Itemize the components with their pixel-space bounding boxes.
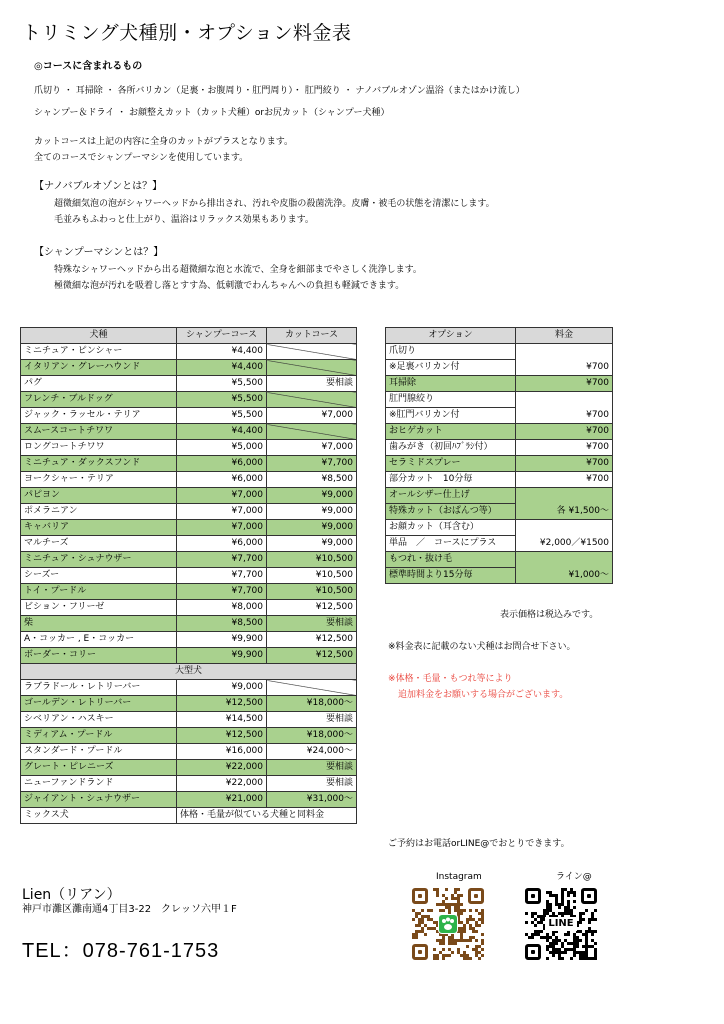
course-note-1: カットコースは上記の内容に全身のカットがプラスとなります。 [34,137,294,147]
instagram-qr-code[interactable] [412,888,484,960]
breed-name: ミニチュア・シュナウザー [21,552,177,568]
breed-row [21,392,357,408]
header-price: 料金 [516,328,613,344]
shampoo-price: ¥4,400 [177,360,267,376]
breed-name: 柴 [21,616,177,632]
large-breed-subheader [21,664,357,680]
line-qr-code[interactable] [525,888,597,960]
header-cut: カットコース [267,328,357,344]
breed-name: フレンチ・ブルドッグ [21,392,177,408]
option-row [386,456,613,472]
cut-price: ¥31,000〜 [267,792,357,808]
cut-price: 要相談 [267,776,357,792]
option-row [386,552,613,568]
option-price: ¥700 [516,344,613,376]
option-row [386,424,613,440]
breed-row [21,360,357,376]
cut-price: ¥9,000 [267,488,357,504]
breed-name: パピヨン [21,488,177,504]
breed-name: ラブラドール・レトリーバー [21,680,177,696]
breed-name: A・コッカー , E・コッカー [21,632,177,648]
breed-name: ミニチュア・ピンシャー [21,344,177,360]
breed-row [21,744,357,760]
cut-price: ¥12,500 [267,600,357,616]
option-name-sub: 単品 ／ コースにプラス [386,536,516,552]
cut-price: ¥7,000 [267,440,357,456]
nano-line-2: 毛並みもふわっと仕上がり、温浴はリラックス効果もあります。 [54,215,314,225]
shampoo-price: ¥5,500 [177,408,267,424]
breed-row [21,552,357,568]
shampoo-price: ¥7,700 [177,568,267,584]
nano-line-1: 超微細気泡の泡がシャワーヘッドから排出され、汚れや皮脂の殺菌洗浄。皮膚・被毛の状態を清潔にします。 [54,199,495,209]
instagram-label: Instagram [436,872,482,882]
option-price: ¥2,000／¥1500 [516,520,613,552]
option-price: ¥700 [516,472,613,488]
option-price: ¥1,000〜 [516,552,613,584]
option-row [386,344,613,360]
cut-price: ¥8,500 [267,472,357,488]
option-row [386,376,613,392]
header-option: オプション [386,328,516,344]
breed-name: ミディアム・プードル [21,728,177,744]
breed-row [21,680,357,696]
option-row [386,488,613,504]
breed-row [21,584,357,600]
qr-finder [412,888,428,904]
shampoo-price: ¥14,500 [177,712,267,728]
shampoo-price: ¥7,000 [177,520,267,536]
option-price: ¥700 [516,392,613,424]
breed-name: ミックス犬 [21,808,177,824]
machine-heading: 【シャンプーマシンとは？】 [34,247,164,258]
option-name: 肛門腺絞り [386,392,516,408]
course-line-1: 爪切り ・ 耳掃除 ・ 各所バリカン（足裏・お腹周り・肛門周り）・ 肛門絞り ・ ナノバブルオゾン温浴（またはかけ流し） [34,86,525,96]
shampoo-price: ¥9,900 [177,632,267,648]
breed-row [21,600,357,616]
option-row [386,472,613,488]
machine-line-1: 特殊なシャワーヘッドから出る超微細な泡と水流で、全身を細部までやさしく洗浄します。 [54,265,422,275]
cut-price [267,392,357,408]
cut-price: ¥10,500 [267,584,357,600]
shampoo-price: ¥6,000 [177,472,267,488]
cut-price: ¥9,000 [267,536,357,552]
shampoo-price: ¥4,400 [177,344,267,360]
cut-price: ¥10,500 [267,552,357,568]
breed-row [21,792,357,808]
breed-name: シーズー [21,568,177,584]
breed-name: ヨークシャー・テリア [21,472,177,488]
breed-name: ジャイアント・シュナウザー [21,792,177,808]
shampoo-price: ¥7,000 [177,488,267,504]
shampoo-price: ¥6,000 [177,536,267,552]
breed-row [21,648,357,664]
cut-price: 要相談 [267,760,357,776]
option-price: 各 ¥1,500〜 [516,488,613,520]
cut-price: ¥18,000〜 [267,728,357,744]
other-breed-note: ※料金表に記載のない犬種はお問合せ下さい。 [388,642,576,652]
header-shampoo: シャンプーコース [177,328,267,344]
breed-row [21,440,357,456]
large-breed-label: 大型犬 [21,664,357,680]
breed-row [21,520,357,536]
option-price: ¥700 [516,424,613,440]
nano-heading: 【ナノバブルオゾンとは？】 [34,181,163,192]
breed-name: マルチーズ [21,536,177,552]
breed-name: キャバリア [21,520,177,536]
breed-row [21,728,357,744]
qr-finder [525,888,541,904]
cut-price: ¥9,000 [267,504,357,520]
option-name-sub: 標準時間より15分毎 [386,568,516,584]
breed-name: スムースコートチワワ [21,424,177,440]
shampoo-price: ¥5,500 [177,376,267,392]
reservation-note: ご予約はお電話orLINE@でおとりできます。 [388,839,570,849]
breed-name: ゴールデン・レトリーバー [21,696,177,712]
line-logo: LINE [545,917,577,931]
breed-row [21,616,357,632]
cut-price [267,424,357,440]
qr-finder [581,888,597,904]
shampoo-price: ¥4,400 [177,424,267,440]
shampoo-price: ¥9,900 [177,648,267,664]
option-price: ¥700 [516,376,613,392]
qr-finder [468,888,484,904]
shampoo-price: ¥5,500 [177,392,267,408]
breed-row [21,632,357,648]
cut-price: ¥10,500 [267,568,357,584]
cut-price: ¥9,000 [267,520,357,536]
breed-row [21,424,357,440]
line-label: ライン@ [556,872,592,882]
breed-name: シベリアン・ハスキー [21,712,177,728]
shampoo-price: ¥5,000 [177,440,267,456]
breed-name: トイ・プードル [21,584,177,600]
cut-price: ¥12,500 [267,648,357,664]
mix-breed-row [21,808,357,824]
breed-row [21,488,357,504]
shampoo-price: ¥12,500 [177,728,267,744]
option-name: 部分カット 10分毎 [386,472,516,488]
breed-row [21,696,357,712]
cut-price: 要相談 [267,712,357,728]
shop-tel: TEL：078-761-1753 [22,940,220,962]
breed-row [21,408,357,424]
page-title: トリミング犬種別・オプション料金表 [22,22,352,44]
option-price: ¥700 [516,456,613,472]
extra-fee-note-2: 追加料金をお願いする場合がございます。 [398,690,569,700]
cut-price [267,344,357,360]
shampoo-price: ¥22,000 [177,760,267,776]
shop-name: Lien（リアン） [22,887,121,903]
option-name: 耳掃除 [386,376,516,392]
shampoo-price: ¥21,000 [177,792,267,808]
shampoo-price: ¥22,000 [177,776,267,792]
breed-name: ポメラニアン [21,504,177,520]
option-name: オールシザー仕上げ [386,488,516,504]
option-row [386,520,613,536]
option-name: セラミドスプレー [386,456,516,472]
cut-price: ¥18,000〜 [267,696,357,712]
option-price-table [385,327,613,584]
tax-note: 表示価格は税込みです。 [500,610,599,620]
shampoo-price: ¥7,000 [177,504,267,520]
breed-row [21,456,357,472]
shampoo-price: ¥7,700 [177,552,267,568]
course-line-2: シャンプー＆ドライ ・ お顔整えカット（カット犬種）orお尻カット（シャンプー犬種） [34,108,390,118]
shampoo-price: ¥8,500 [177,616,267,632]
breed-name: ボーダー・コリー [21,648,177,664]
breed-name: スタンダード・プードル [21,744,177,760]
cut-price: ¥12,500 [267,632,357,648]
breed-name: ジャック・ラッセル・テリア [21,408,177,424]
option-row [386,392,613,408]
breed-row [21,568,357,584]
breed-name: ロングコートチワワ [21,440,177,456]
qr-finder [412,944,428,960]
breed-name: ニューファンドランド [21,776,177,792]
extra-fee-note-1: ※体格・毛量・もつれ等により [388,674,513,684]
course-note-2: 全てのコースでシャンプーマシンを使用しています。 [34,153,249,163]
breed-name: グレート・ピレニーズ [21,760,177,776]
breed-row [21,504,357,520]
paw-icon [438,914,458,934]
breed-name: パグ [21,376,177,392]
option-name-sub: ※肛門バリカン付 [386,408,516,424]
cut-price: 要相談 [267,376,357,392]
option-name: 歯みがき（初回ﾊﾌﾞﾗｼ付） [386,440,516,456]
cut-price: ¥7,700 [267,456,357,472]
cut-price: 要相談 [267,616,357,632]
breed-row [21,712,357,728]
shampoo-price: ¥8,000 [177,600,267,616]
shampoo-price: ¥9,000 [177,680,267,696]
mix-breed-note: 体格・毛量が似ている犬種と同料金 [177,808,357,824]
cut-price [267,680,357,696]
option-name: お顔カット（耳含む） [386,520,516,536]
breed-row [21,344,357,360]
option-price: ¥700 [516,440,613,456]
qr-finder [525,944,541,960]
option-name-sub: 特殊カット（おぱんつ等） [386,504,516,520]
breed-name: ミニチュア・ダックスフンド [21,456,177,472]
option-name: もつれ・抜け毛 [386,552,516,568]
option-name: 爪切り [386,344,516,360]
breed-price-table [20,327,357,824]
breed-name: ビション・フリーゼ [21,600,177,616]
shop-address: 神戸市灘区灘南通4丁目3-22 クレッソ六甲１F [22,904,237,915]
breed-row [21,472,357,488]
option-name-sub: ※足裏バリカン付 [386,360,516,376]
shampoo-price: ¥7,700 [177,584,267,600]
breed-row [21,536,357,552]
machine-line-2: 極微細な泡が汚れを吸着し落とすす為、低刺激でわんちゃんへの負担も軽減できます。 [54,281,405,291]
shampoo-price: ¥16,000 [177,744,267,760]
course-heading: ◎コースに含まれるもの [34,61,143,72]
cut-price [267,360,357,376]
cut-price: ¥7,000 [267,408,357,424]
option-name: おヒゲカット [386,424,516,440]
breed-row [21,776,357,792]
option-row [386,440,613,456]
breed-name: イタリアン・グレーハウンド [21,360,177,376]
shampoo-price: ¥12,500 [177,696,267,712]
breed-row [21,760,357,776]
breed-row [21,376,357,392]
cut-price: ¥24,000〜 [267,744,357,760]
shampoo-price: ¥6,000 [177,456,267,472]
header-breed: 犬種 [21,328,177,344]
